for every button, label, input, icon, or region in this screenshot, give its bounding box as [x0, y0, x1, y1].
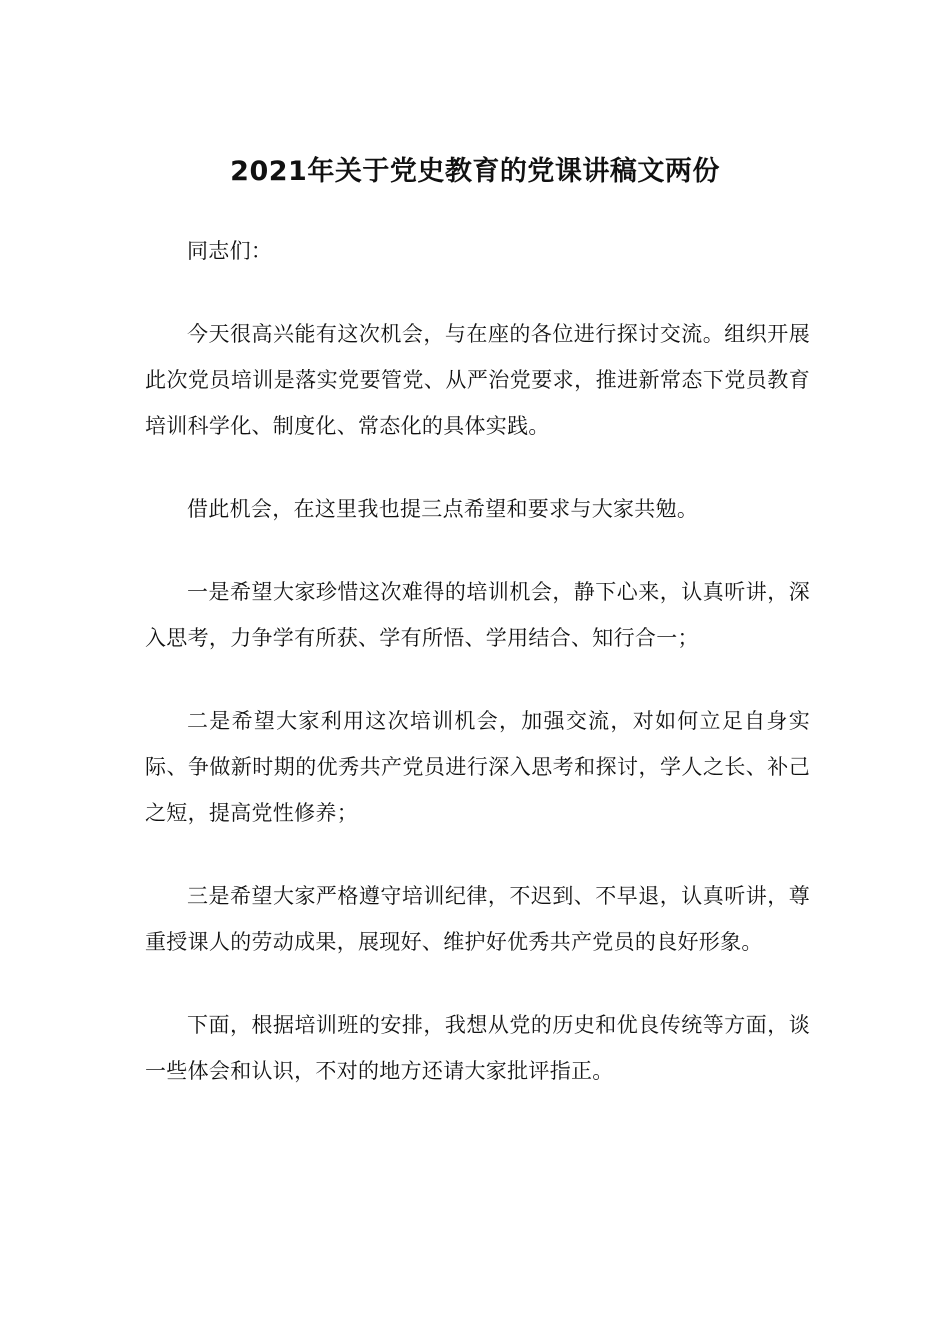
- hope-three-paragraph: 三是希望大家严格遵守培训纪律，不迟到、不早退，认真听讲，尊重授课人的劳动成果，展现好、维护好优秀共产党员的良好形象。: [145, 884, 810, 954]
- hope-two-paragraph: 二是希望大家利用这次培训机会，加强交流，对如何立足自身实际、争做新时期的优秀共产党员进行深入思考和探讨，学人之长、补己之短，提高党性修养；: [145, 709, 810, 825]
- transition-paragraph: 借此机会，在这里我也提三点希望和要求与大家共勉。: [187, 497, 699, 521]
- document-body: [145, 228, 810, 1131]
- intro-paragraph: 今天很高兴能有这次机会，与在座的各位进行探讨交流。组织开展此次党员培训是落实党要管党、从严治党要求，推进新常态下党员教育培训科学化、制度化、常态化的具体实践。: [145, 322, 810, 438]
- closing-paragraph: 下面，根据培训班的安排，我想从党的历史和优良传统等方面，谈一些体会和认识，不对的地方还请大家批评指正。: [145, 1013, 810, 1083]
- document-title: 2021年关于党史教育的党课讲稿文两份: [230, 156, 720, 187]
- salutation-paragraph: 同志们：: [187, 239, 273, 263]
- hope-one-paragraph: 一是希望大家珍惜这次难得的培训机会，静下心来，认真听讲，深入思考，力争学有所获、学有所悟、学用结合、知行合一；: [145, 580, 810, 650]
